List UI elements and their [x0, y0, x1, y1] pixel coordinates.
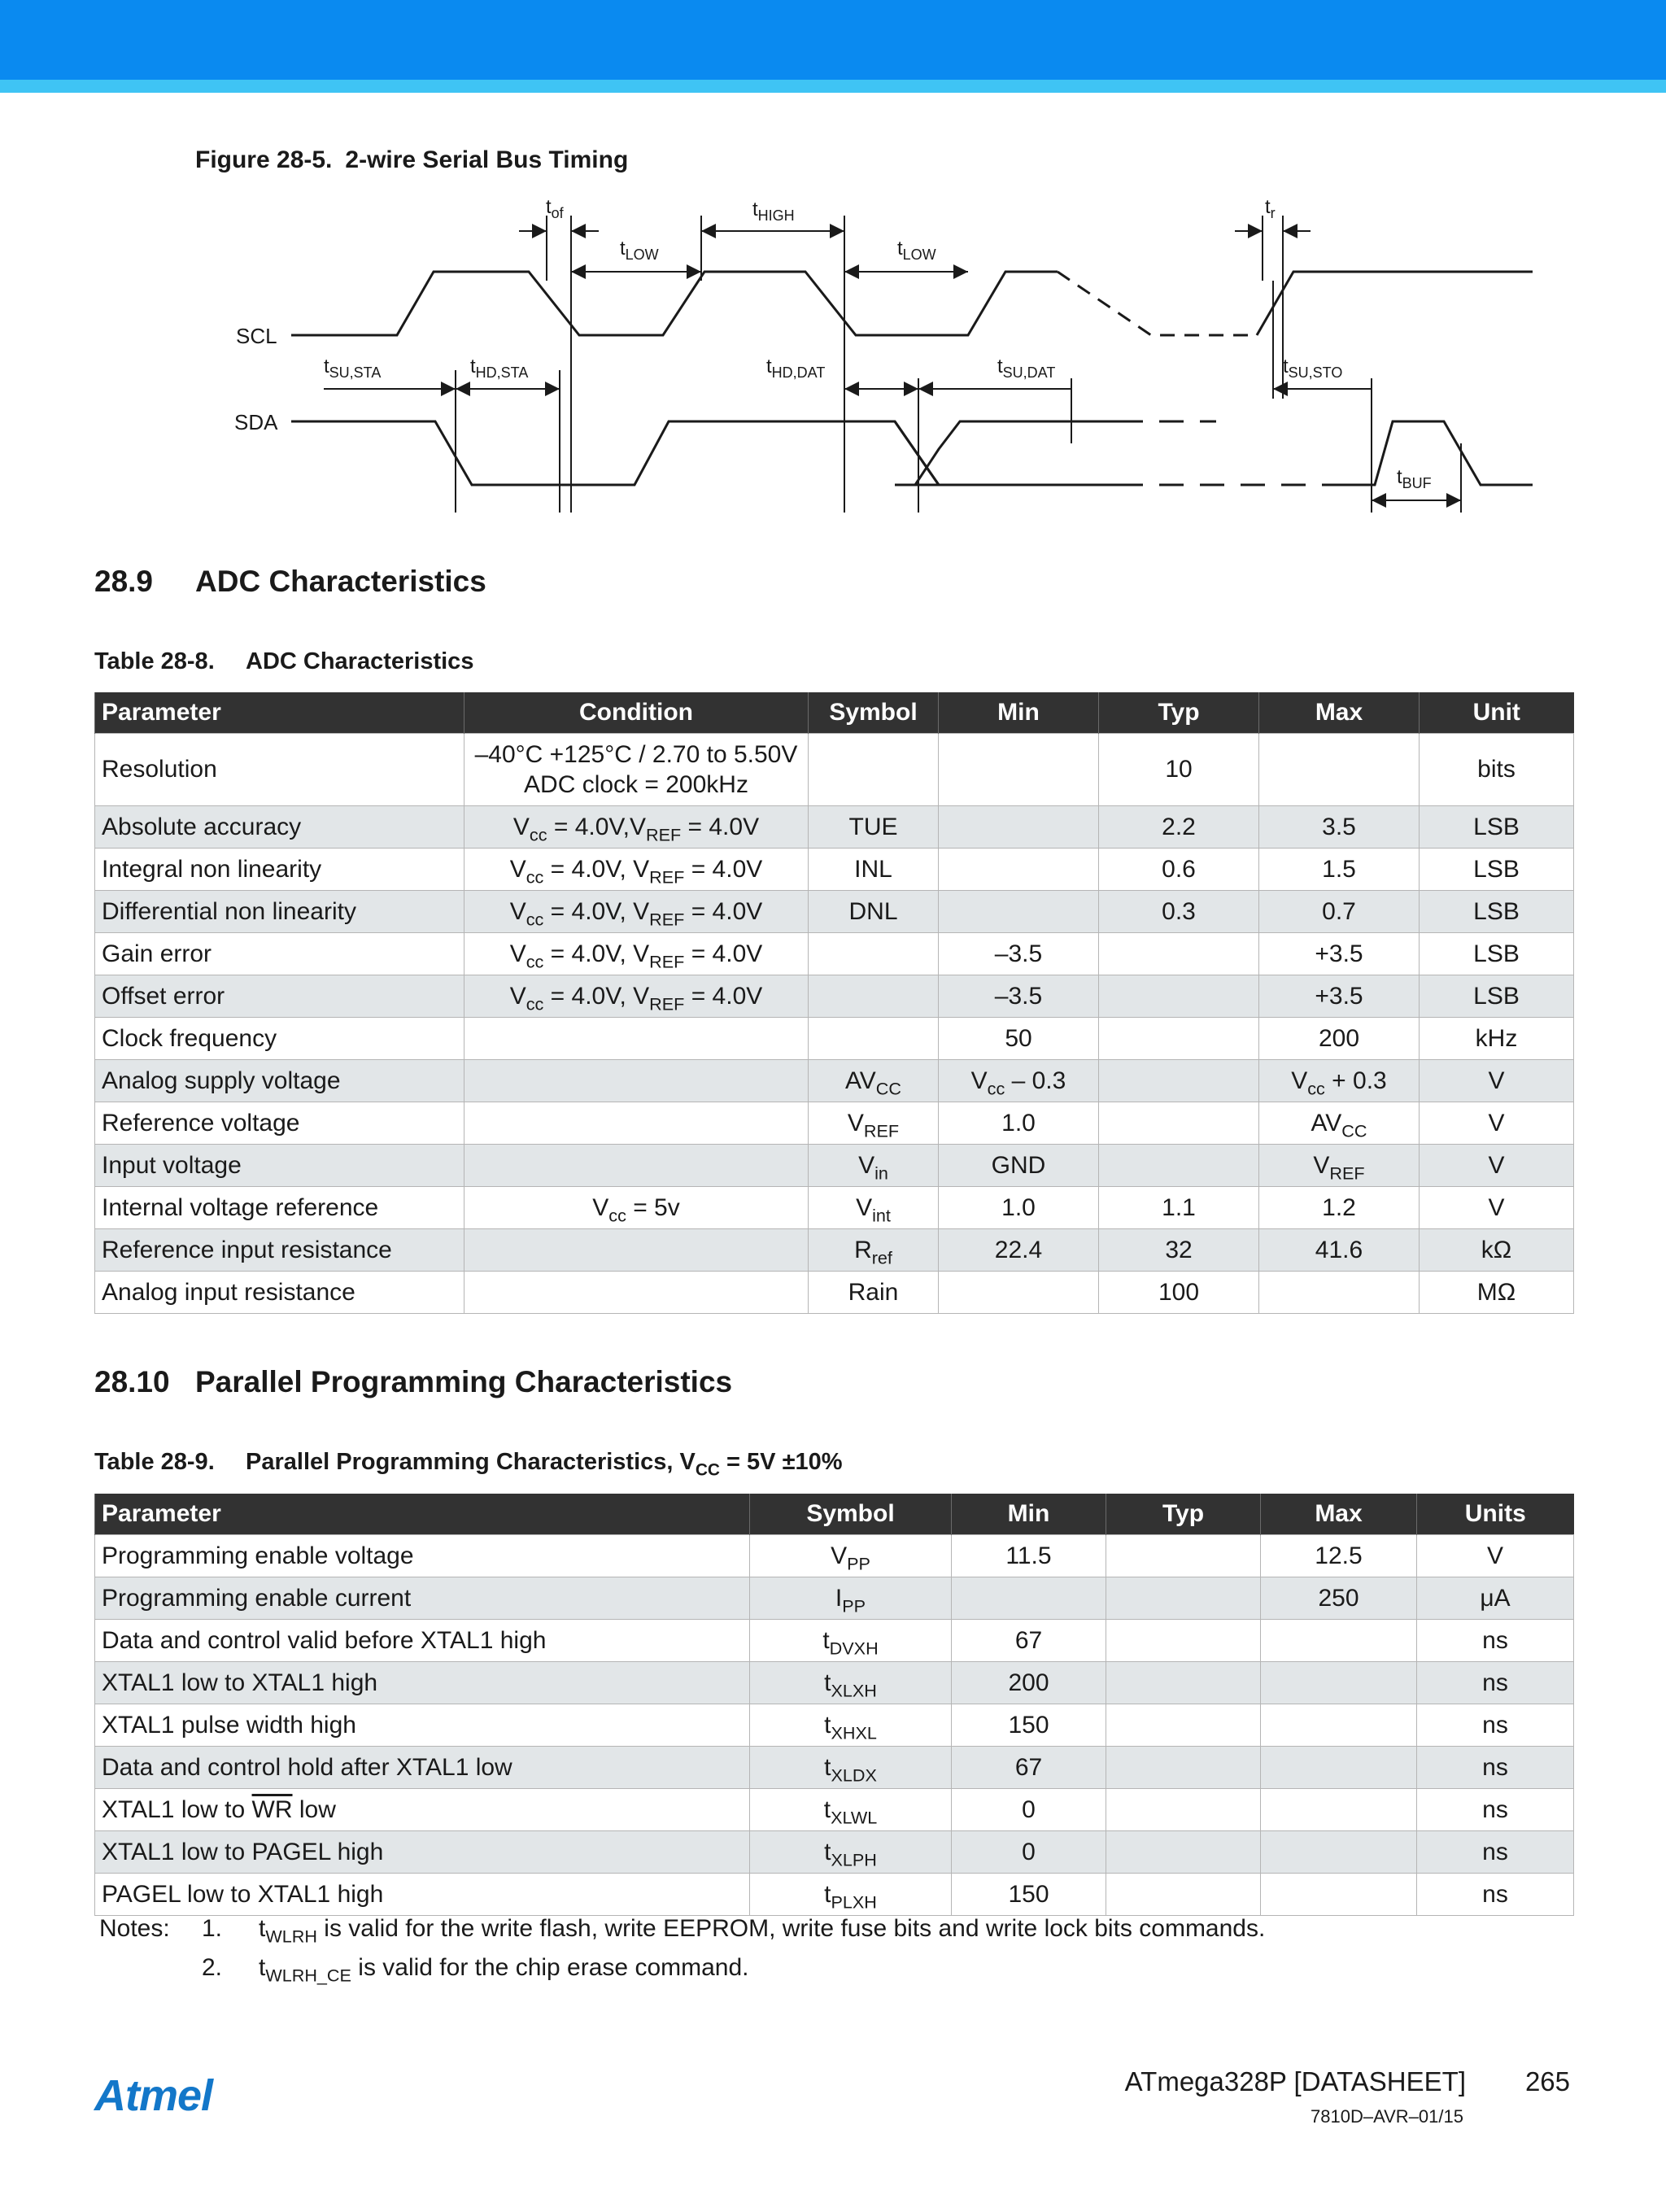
timing-diagram: [0, 0, 1666, 553]
table-row: Analog input resistance Rain 100 MΩ: [95, 1272, 1574, 1314]
sda-end: [1334, 421, 1533, 485]
col-header: Typ: [1099, 692, 1259, 734]
thdsta-label: $t_{HD,STA}$: [470, 356, 529, 381]
col-header: Condition: [464, 692, 809, 734]
notes-label: Notes:: [99, 1915, 170, 1942]
tsusto-label: $t_{SU,STO}$: [1283, 356, 1343, 381]
scl-end: [1257, 272, 1533, 335]
table-title-adc: Table 28-8. ADC Characteristics: [94, 648, 474, 674]
col-header: Typ: [1106, 1494, 1261, 1535]
tsusta-label: $t_{SU,STA}$: [324, 356, 382, 381]
document-reference: 7810D–AVR–01/15: [1311, 2106, 1463, 2127]
section-heading-parallel: 28.10 Parallel Programming Characteristics: [94, 1365, 733, 1398]
scl-label: SCL: [236, 324, 277, 348]
section-heading-adc: 28.9 ADC Characteristics: [94, 565, 486, 598]
table-row: Internal voltage reference $V_{cc} = 5v$ $V_{int}$ 1.0 1.1 1.2 V: [95, 1187, 1574, 1229]
table-row: Differential non linearity $V_{cc} = 4.0V$, $V_{REF} = 4.0V$ DNL 0.3 0.7 LSB: [95, 891, 1574, 933]
table-row: XTAL1 low to PAGEL high $t_{XLPH}$ 0 ns: [95, 1831, 1574, 1874]
tr-label: $t_r$: [1265, 196, 1276, 221]
table-row: XTAL1 low to XTAL1 high $t_{XLXH}$ 200 ns: [95, 1662, 1574, 1704]
col-header: Symbol: [809, 692, 939, 734]
col-header: Min: [939, 692, 1099, 734]
table-row: Clock frequency 50 200 kHz: [95, 1018, 1574, 1060]
table-title-parallel: Table 28-9. Parallel Programming Characteristics, $V_{CC} = 5V \pm 10\%$: [94, 1449, 843, 1480]
parallel-programming-table: [94, 1494, 1574, 1916]
sda-label: SDA: [234, 410, 278, 434]
tlow1-label: $t_{LOW}$: [620, 238, 659, 263]
col-header: Max: [1259, 692, 1420, 734]
table-row: Programming enable current $I_{PP}$ 250 μA: [95, 1577, 1574, 1620]
col-header: Unit: [1420, 692, 1574, 734]
table-row: Analog supply voltage $AV_{CC}$ $V_{cc} - 0.3$ $V_{cc} + 0.3$ V: [95, 1060, 1574, 1102]
adc-table: [94, 692, 1574, 1314]
tof-label: $t_{of}$: [546, 196, 564, 221]
sda-cross: [895, 421, 939, 485]
note-item: $t_{WLRH}$ is valid for the write flash, write EEPROM, write fuse bits and write lock bits commands.: [259, 1915, 1266, 1947]
table-row: Integral non linearity $V_{cc} = 4.0V$, $V_{REF} = 4.0V$ INL 0.6 1.5 LSB: [95, 849, 1574, 891]
tsudat-label: $t_{SU,DAT}$: [997, 356, 1056, 381]
table-row: Reference input resistance $R_{ref}$ 22.4 32 41.6 kΩ: [95, 1229, 1574, 1272]
thigh-label: $t_{HIGH}$: [752, 199, 795, 224]
footer-title: ATmega328P [DATASHEET]: [1124, 2066, 1466, 2096]
table-row: Programming enable voltage $V_{PP}$ 11.5 12.5 V: [95, 1535, 1574, 1577]
col-header: Units: [1417, 1494, 1574, 1535]
sda-high-cross: [915, 421, 1119, 485]
table-row: Absolute accuracy $V_{cc} = 4.0V,V_{REF} = 4.0V$ TUE 2.2 3.5 LSB: [95, 806, 1574, 849]
table-row: Data and control hold after XTAL1 low $t_{XLDX}$ 67 ns: [95, 1747, 1574, 1789]
table-row: Gain error $V_{cc} = 4.0V$, $V_{REF} = 4.0V$ –3.5 +3.5 LSB: [95, 933, 1574, 975]
note-item: $t_{WLRH\_CE}$ is valid for the chip erase command.: [259, 1954, 749, 1986]
page-number: 265: [1524, 2066, 1570, 2096]
table-row: Resolution –40°C +125°C / 2.70 to 5.50V ADC clock = 200kHz 10 bits: [95, 734, 1574, 806]
atmel-logo: Atmel: [94, 2071, 213, 2120]
tbuf-label: $t_{BUF}$: [1397, 466, 1432, 491]
scl-dashed: [1058, 272, 1257, 335]
table-row: PAGEL low to XTAL1 high $t_{PLXH}$ 150 ns: [95, 1874, 1574, 1916]
table-row: Offset error $V_{cc} = 4.0V$, $V_{REF} = 4.0V$ –3.5 +3.5 LSB: [95, 975, 1574, 1018]
col-header: Parameter: [95, 1494, 750, 1535]
table-row: XTAL1 pulse width high $t_{XHXL}$ 150 ns: [95, 1704, 1574, 1747]
col-header: Symbol: [750, 1494, 952, 1535]
figure-title: Figure 28-5. 2-wire Serial Bus Timing: [195, 146, 629, 173]
table-row: Input voltage $V_{in}$ GND $V_{REF}$ V: [95, 1145, 1574, 1187]
thddat-label: $t_{HD,DAT}$: [766, 356, 826, 381]
col-header: Min: [952, 1494, 1106, 1535]
col-header: Max: [1261, 1494, 1417, 1535]
table-row: Data and control valid before XTAL1 high $t_{DVXH}$ 67 ns: [95, 1620, 1574, 1662]
table-row: Reference voltage $V_{REF}$ 1.0 $AV_{CC}$ V: [95, 1102, 1574, 1145]
scl-waveform: [291, 272, 1058, 335]
table-row: XTAL1 low to $\overline{WR}$ low $t_{XLWL}$ 0 ns: [95, 1789, 1574, 1831]
sda-high: [291, 421, 939, 485]
tlow2-label: $t_{LOW}$: [897, 238, 936, 263]
col-header: Parameter: [95, 692, 464, 734]
